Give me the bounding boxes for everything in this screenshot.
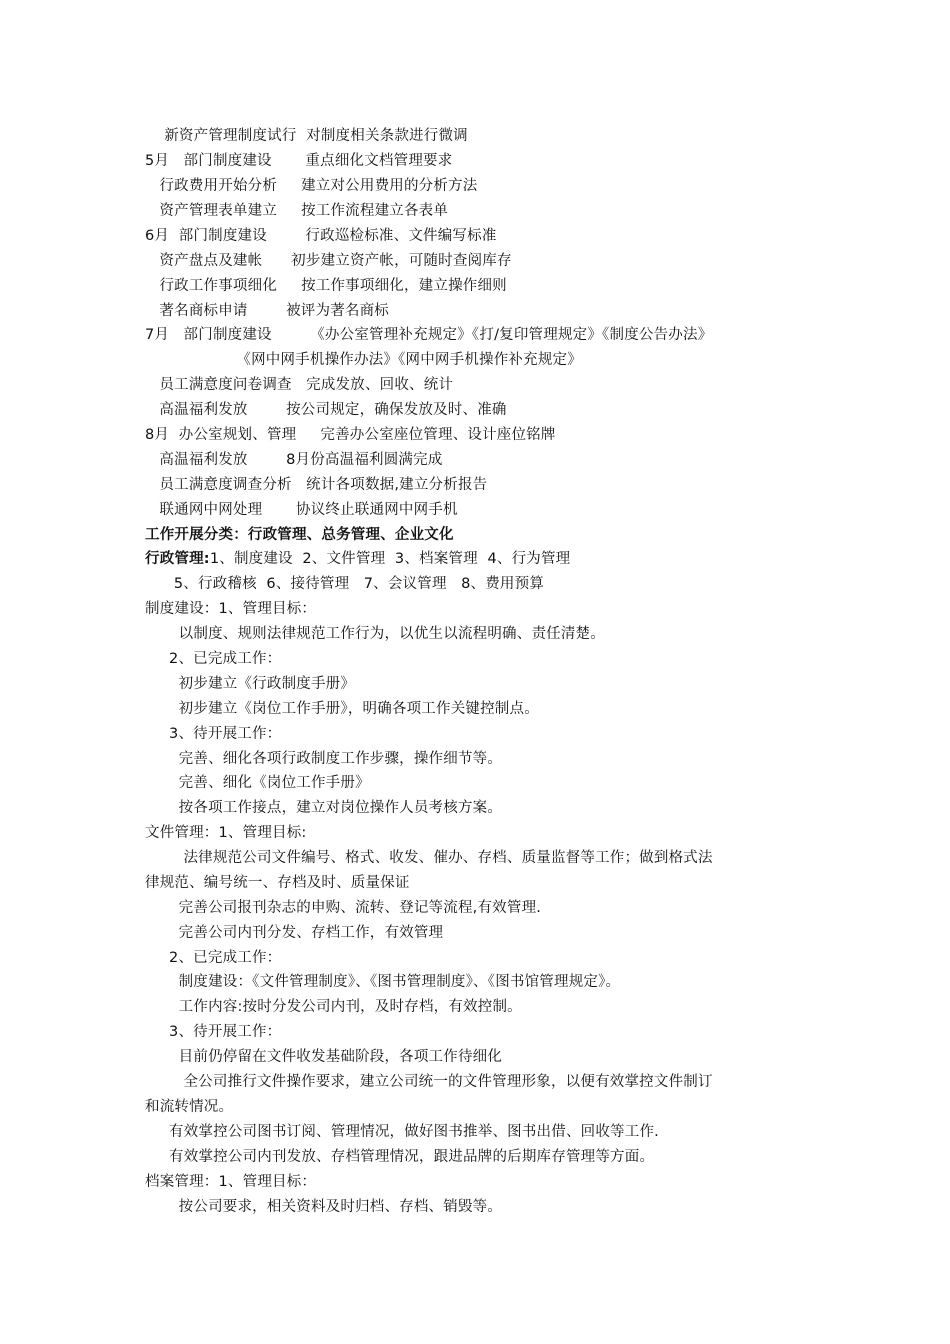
text-line: 目前仍停留在文件收发基础阶段，各项工作待细化: [145, 1049, 503, 1065]
text-line: 完善公司报刊杂志的申购、流转、登记等流程,有效管理.: [145, 900, 542, 916]
text-line: 3、待开展工作：: [145, 1024, 282, 1040]
text-line: 文件管理：1、管理目标:: [145, 825, 307, 841]
text-line: 初步建立《行政制度手册》: [145, 676, 356, 692]
text-line: 工作内容:按时分发公司内刊，及时存档，有效控制。: [145, 999, 522, 1015]
text-line: 8月 办公室规划、管理 完善办公室座位管理、设计座位铭牌: [145, 427, 556, 443]
text-line: 6月 部门制度建设 行政巡检标准、文件编写标准: [145, 228, 497, 244]
text-line: [145, 549, 570, 569]
text-line: 制度建设：1、管理目标：: [145, 601, 317, 617]
text-line: 资产管理表单建立 按工作流程建立各表单: [145, 203, 449, 219]
text-line: 初步建立《岗位工作手册》，明确各项工作关键控制点。: [145, 701, 539, 717]
text-line: 员工满意度问卷调查 完成发放、回收、统计: [145, 377, 454, 393]
text-line: 以制度、规则法律规范工作行为，以优生以流程明确、责任清楚。: [145, 626, 605, 642]
text-line: 2、已完成工作：: [145, 651, 282, 667]
text-line: 行政工作事项细化 按工作事项细化，建立操作细则: [145, 278, 507, 294]
text-line: 制度建设：《文件管理制度》、《图书管理制度》、《图书馆管理规定》。: [145, 974, 621, 990]
text-line: 全公司推行文件操作要求，建立公司统一的文件管理形象，以便有效掌控文件制订: [145, 1074, 713, 1090]
text-line: 3、待开展工作：: [145, 726, 282, 742]
text-line: 高温福利发放 8月份高温福利圆满完成: [145, 452, 443, 468]
text-line: 《网中网手机操作办法》《网中网手机操作补充规定》: [145, 352, 582, 368]
text-line: 高温福利发放 按公司规定，确保发放及时、准确: [145, 402, 507, 418]
text-line: 5月 部门制度建设 重点细化文档管理要求: [145, 153, 453, 169]
admin-items: 1、制度建设 2、文件管理 3、档案管理 4、行为管理: [209, 551, 571, 567]
text-line: 完善、细化《岗位工作手册》: [145, 775, 370, 791]
text-line: 法律规范公司文件编号、格式、收发、催办、存档、质量监督等工作；做到格式法: [145, 850, 713, 866]
text-line: 7月 部门制度建设 《办公室管理补充规定》《打/复印管理规定》《制度公告办法》: [145, 327, 713, 343]
admin-heading: 行政管理:: [145, 551, 210, 567]
text-line: 有效掌控公司图书订阅、管理情况，做好图书推举、图书出借、回收等工作.: [145, 1124, 659, 1140]
text-line: 5、行政稽核 6、接待管理 7、会议管理 8、费用预算: [145, 576, 545, 592]
text-line: 按各项工作接点，建立对岗位操作人员考核方案。: [145, 800, 503, 816]
text-line: 员工满意度调查分析 统计各项数据,建立分析报告: [145, 477, 488, 493]
text-line: 完善、细化各项行政制度工作步骤，操作细节等。: [145, 751, 503, 767]
text-line: 按公司要求，相关资料及时归档、存档、销毁等。: [145, 1199, 503, 1215]
text-line: 律规范、编号统一、存档及时、质量保证: [145, 875, 410, 891]
text-line: 档案管理：1、管理目标：: [145, 1174, 317, 1190]
text-line: 完善公司内刊分发、存档工作，有效管理: [145, 925, 444, 941]
text-line: 新资产管理制度试行 对制度相关条款进行微调: [145, 128, 468, 144]
text-line: 行政费用开始分析 建立对公用费用的分析方法: [145, 178, 478, 194]
text-line: 联通网中网处理 协议终止联通网中网手机: [145, 502, 458, 518]
section-heading: 工作开展分类：行政管理、总务管理、企业文化: [145, 527, 454, 543]
text-line: 著名商标申请 被评为著名商标: [145, 303, 389, 319]
text-line: 有效掌控公司内刊发放、存档管理情况，跟进品牌的后期库存管理等方面。: [145, 1149, 655, 1165]
text-line: 2、已完成工作：: [145, 950, 282, 966]
text-line: 和流转情况。: [145, 1099, 234, 1115]
text-line: 资产盘点及建帐 初步建立资产帐，可随时查阅库存: [145, 253, 512, 269]
